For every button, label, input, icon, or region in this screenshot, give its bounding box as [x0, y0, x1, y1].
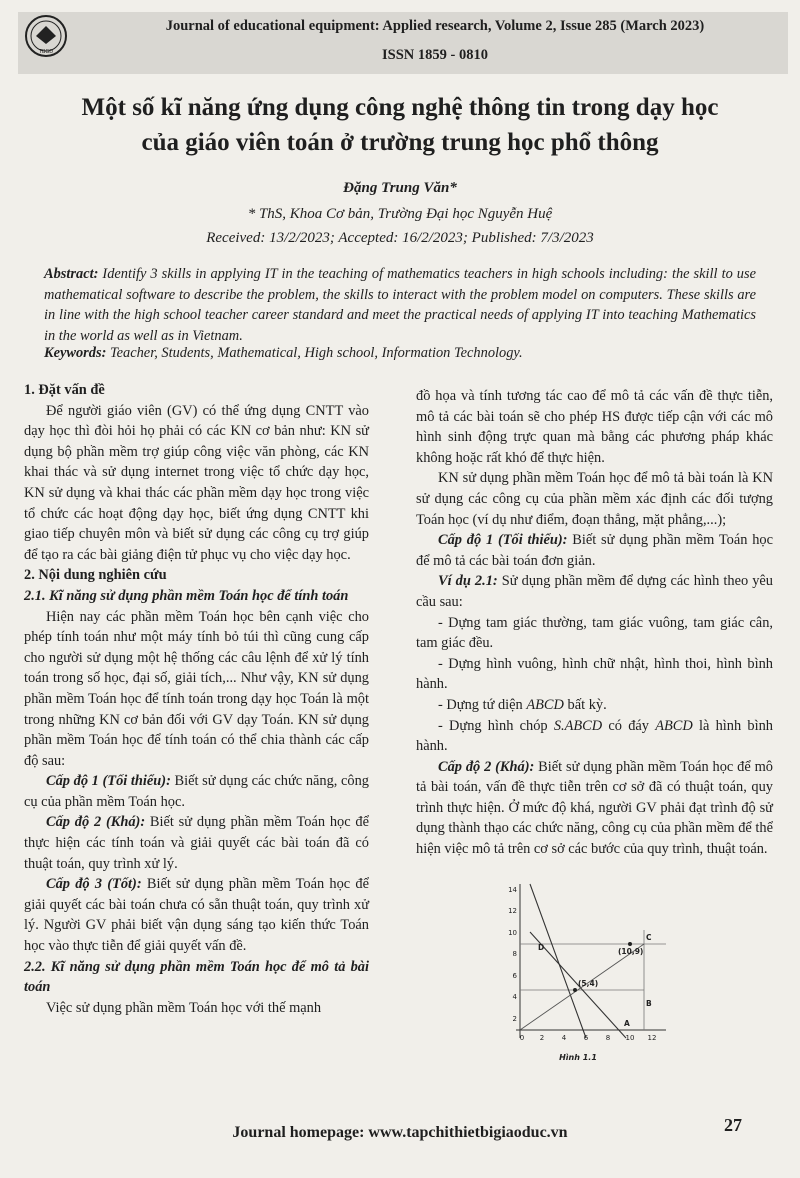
bullet-pyramid-pre: - Dựng hình chóp [438, 717, 554, 734]
label-c: C [646, 933, 652, 942]
section-1-heading: 1. Đặt vấn đề [24, 382, 105, 398]
journal-logo [24, 14, 68, 58]
right-column [416, 386, 773, 860]
example-text: Sử dụng phần mềm để dựng các hình theo yêu cầu sau: [416, 573, 773, 610]
section-2-1-paragraph: Hiện nay các phần mềm Toán học bên cạnh việc cho phép tính toán như một máy tính bỏ túi thì cũng cung cấp cho người sử dụng một hệ thống các câu lệnh để xử lý tính toán trong số học, đại số, giải tích,... Như vậy, KN sử dụng phần mềm Toán học để tính toán trong dạy học Toán là một trong những KN cơ bản đối với GV dạy Toán. KN sử dụng phần mềm Toán học để tính toán có thể chia thành các cấp độ sau: [24, 608, 369, 769]
level-3-label: Cấp độ 3 (Tốt): [46, 876, 142, 893]
bullet-pyramid-name: S.ABCD [553, 717, 603, 734]
journal-homepage: Journal homepage: www.tapchithietbigiaoduc.vn [232, 1124, 568, 1141]
label-a: A [624, 1019, 630, 1028]
x-tick: 8 [605, 1034, 611, 1042]
point-5-4 [573, 988, 577, 992]
bullet-tetrahedron-pre: - Dựng tứ diện [438, 696, 527, 713]
title-line-1: Một số kĩ năng ứng dụng công nghệ thông tin trong dạy học [81, 94, 719, 121]
y-tick: 2 [512, 1015, 517, 1023]
right-level-1-paragraph [416, 530, 773, 571]
software-skill-paragraph: KN sử dụng phần mềm Toán học để mô tả bài toán là KN sử dụng các công cụ của phần mềm xác định các đối tượng Toán học (ví dụ như điểm, đoạn thẳng, mặt phẳng,...); [416, 470, 773, 528]
right-level-1-label: Cấp độ 1 (Tối thiểu): [438, 532, 568, 549]
line-1 [530, 884, 586, 1038]
abstract-text: Identify 3 skills in applying IT in the teaching of mathematics teachers in high schools including: the skill to use mathematical software to describe the problem, the skills to interact with the problem model on computers. These skills are in line with the high school teacher career standard and meet the practical needs of applying IT into teaching Mathematics in the world as well as in Vietnam. [44, 266, 756, 344]
page-number: 27 [724, 1115, 742, 1135]
x-tick: 6 [583, 1034, 589, 1042]
figure-caption: Hình 1.1 [559, 1053, 597, 1062]
title-line-2: của giáo viên toán ở trường trung học phổ thông [141, 129, 659, 156]
y-tick: 6 [512, 972, 517, 980]
bullet-tetrahedron-post: bất kỳ. [563, 696, 607, 713]
y-tick: 14 [508, 886, 517, 894]
point-labels [538, 933, 652, 1028]
article-dates: Received: 13/2/2023; Accepted: 16/2/2023; Published: 7/3/2023 [206, 230, 594, 246]
example-label: Ví dụ 2.1: [438, 573, 498, 590]
left-column [24, 380, 369, 1018]
y-tick: 4 [512, 993, 517, 1001]
example-paragraph [416, 571, 773, 612]
section-1-paragraph: Để người giáo viên (GV) có thể ứng dụng CNTT vào dạy học thì đòi hỏi họ phải có các KN cơ bản như: KN sử dụng bộ phần mềm trợ giúp công việc văn phòng, các KN khai thác và sử dụng internet trong việc tổ chức dạy học, KN sử dụng và khai thác các phần mềm dạy học trong việc tổ chức các hoạt động dạy học, biết ứng dụng CNTT khi giao tiếp chuyên môn và biết sử dụng các công cụ trợ giúp để tạo ra các bài giảng điện tử phục vụ cho việc dạy học. [24, 402, 369, 563]
continued-paragraph: đồ họa và tính tương tác cao để mô tả các vấn đề thực tiễn, mô tả các bài toán sẽ cho phép HS được tiếp cận với các mô hình sinh động trực quan mà bằng các phương pháp khác không hoặc rất khó để thực hiện. [416, 388, 773, 466]
level-1-paragraph [24, 771, 369, 812]
bullet-quadrilaterals: - Dựng hình vuông, hình chữ nhật, hình thoi, hình bình hành. [416, 655, 773, 693]
x-tick-labels [520, 1034, 657, 1042]
bullet-pyramid [416, 716, 773, 757]
right-level-2-paragraph [416, 757, 773, 860]
section-2-2-paragraph: Việc sử dụng phần mềm Toán học với thế mạnh [46, 999, 322, 1016]
right-level-1-text: Biết sử dụng phần mềm Toán học để mô tả các bài toán đơn giản. [416, 532, 773, 569]
label-b: B [646, 999, 652, 1008]
author-name: Đặng Trung Văn* [343, 180, 457, 196]
y-tick: 8 [512, 950, 517, 958]
x-tick: 0 [519, 1034, 525, 1042]
x-tick: 12 [647, 1034, 657, 1042]
bullet-pyramid-base: ABCD [655, 717, 693, 734]
section-2-1-heading: 2.1. Kĩ năng sử dụng phần mềm Toán học để tính toán [24, 587, 349, 604]
x-tick: 4 [561, 1034, 567, 1042]
level-2-paragraph [24, 812, 369, 874]
y-tick-labels [508, 886, 517, 1023]
logo-text: TBGD [38, 49, 54, 55]
keywords [44, 345, 756, 362]
level-1-label: Cấp độ 1 (Tối thiểu): [46, 773, 171, 790]
level-2-text: Biết sử dụng phần mềm Toán học để thực hiện các tính toán và giải quyết các bài toán đã có thuật toán, quy trình xử lý. [24, 814, 370, 872]
bullet-pyramid-mid: có đáy [602, 717, 656, 734]
keywords-label: Keywords: [44, 345, 107, 361]
bullet-tetrahedron [416, 695, 773, 716]
article-title [30, 90, 770, 160]
label-10-9: (10,9) [618, 947, 644, 956]
bullet-pyramid-post: là hình bình hành. [416, 717, 773, 755]
y-tick: 12 [508, 907, 517, 915]
bullet-triangles: - Dựng tam giác thường, tam giác vuông, tam giác cân, tam giác đều. [416, 614, 773, 652]
label-5-4: (5,4) [578, 979, 599, 988]
bullet-tetrahedron-name: ABCD [526, 696, 564, 713]
right-level-2-text: Biết sử dụng phần mềm Toán học để mô tả bài toán, vấn đề thực tiễn trên cơ sở đã có thuật toán, quy trình thực hiện. Ở mức độ khá, người GV phải đạt trình độ sử dụng thành thạo các chức năng, công cụ của phần mềm để thể hiện việc mô tả trên cơ sở các bước của quy trình, thuật toán. [416, 758, 774, 858]
journal-citation-line: Journal of educational equipment: Applied research, Volume 2, Issue 285 (March 2023) [165, 18, 705, 34]
x-tick: 2 [539, 1034, 545, 1042]
figure-1-1 [506, 880, 706, 1080]
author-affiliation: * ThS, Khoa Cơ bản, Trường Đại học Nguyễn Huệ [247, 206, 553, 222]
section-2-2-heading: 2.2. Kĩ năng sử dụng phần mềm Toán học để mô tả bài toán [24, 958, 369, 996]
y-tick: 10 [508, 929, 517, 937]
abstract-label: Abstract: [44, 266, 99, 282]
level-2-label: Cấp độ 2 (Khá): [46, 814, 146, 831]
x-tick: 10 [625, 1034, 635, 1042]
section-2-heading: 2. Nội dung nghiên cứu [24, 567, 167, 584]
point-10-9 [628, 942, 632, 946]
abstract [44, 264, 756, 346]
issn-line: ISSN 1859 - 0810 [382, 47, 488, 63]
level-3-paragraph [24, 874, 369, 956]
right-level-2-label: Cấp độ 2 (Khá): [438, 758, 535, 775]
level-3-text: Biết sử dụng phần mềm Toán học để giải quyết các bài toán chưa có sẵn thuật toán, quy trình xử lý. Người GV phải biết vận dụng sáng tạo kiến thức Toán học vào thực tiễn để giải quyết vấn đề. [24, 876, 370, 955]
keywords-text: Teacher, Students, Mathematical, High school, Information Technology. [106, 345, 523, 361]
label-d: D [538, 943, 545, 952]
level-1-text: Biết sử dụng các chức năng, công cụ của phần mềm Toán học. [24, 773, 370, 810]
